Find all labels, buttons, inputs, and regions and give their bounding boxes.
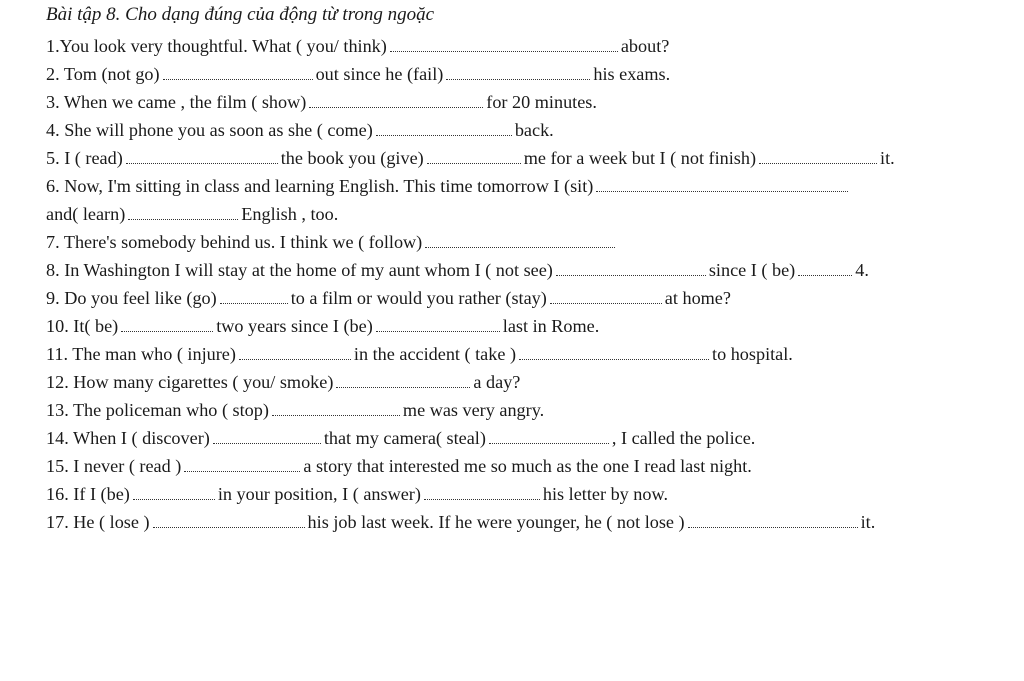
answer-blank[interactable] (213, 428, 321, 444)
answer-blank[interactable] (376, 120, 512, 136)
item-text: 9. Do you feel like (go) (46, 288, 217, 308)
exercise-item-5 (46, 145, 895, 171)
item-text: 16. If I (be) (46, 484, 130, 504)
item-text: since I ( be) (708, 260, 796, 280)
item-text: a day? (473, 372, 521, 392)
item-text: and( learn) (46, 204, 126, 224)
item-text: 13. The policeman who ( stop) (46, 400, 269, 420)
answer-blank[interactable] (133, 484, 215, 500)
exercise-item-1 (46, 33, 669, 59)
answer-blank[interactable] (153, 512, 305, 528)
item-text: 4. She will phone you as soon as she ( come) (46, 120, 373, 140)
item-text: 6. Now, I'm sitting in class and learning English. This time tomorrow I (sit) (46, 176, 594, 196)
item-text: for 20 minutes. (486, 92, 597, 112)
exercise-item-2 (46, 61, 670, 87)
exercise-item-6-continued (46, 201, 338, 227)
answer-blank[interactable] (163, 64, 313, 80)
exercise-item-4 (46, 117, 554, 143)
item-text: me for a week but I ( not finish) (523, 148, 757, 168)
exercise-item-7 (46, 229, 618, 255)
answer-blank[interactable] (336, 372, 470, 388)
item-text: his letter by now. (542, 484, 668, 504)
exercise-item-9 (46, 285, 731, 311)
item-text: about? (620, 36, 670, 56)
answer-blank[interactable] (184, 456, 300, 472)
item-text: it. (880, 148, 895, 168)
exercise-item-8 (46, 257, 869, 283)
answer-blank[interactable] (446, 64, 590, 80)
answer-blank[interactable] (424, 484, 540, 500)
exercise-item-3 (46, 89, 597, 115)
answer-blank[interactable] (126, 148, 278, 164)
item-text: in the accident ( take ) (353, 344, 517, 364)
exercise-item-14 (46, 425, 755, 451)
item-text: 3. When we came , the film ( show) (46, 92, 307, 112)
answer-blank[interactable] (519, 344, 709, 360)
exercise-item-10 (46, 313, 599, 339)
item-text: English , too. (241, 204, 339, 224)
item-text: 7. There's somebody behind us. I think we ( follow) (46, 232, 423, 252)
item-text: last in Rome. (502, 316, 600, 336)
item-text: me was very angry. (402, 400, 545, 420)
item-text: 5. I ( read) (46, 148, 123, 168)
answer-blank[interactable] (390, 36, 618, 52)
answer-blank[interactable] (688, 512, 858, 528)
item-text: a story that interested me so much as the one I read last night. (303, 456, 752, 476)
exercise-item-11 (46, 341, 793, 367)
answer-blank[interactable] (309, 92, 483, 108)
answer-blank[interactable] (128, 204, 238, 220)
answer-blank[interactable] (239, 344, 351, 360)
exercise-item-6 (46, 173, 851, 199)
answer-blank[interactable] (376, 316, 500, 332)
exercise-item-17 (46, 509, 875, 535)
item-text: 1.You look very thoughtful. What ( you/ think) (46, 36, 387, 56)
exercise-item-13 (46, 397, 544, 423)
item-text: it. (860, 512, 876, 532)
item-text: out since he (fail) (315, 64, 444, 84)
item-text: to a film or would you rather (stay) (290, 288, 547, 308)
item-text: at home? (664, 288, 731, 308)
answer-blank[interactable] (556, 260, 706, 276)
item-text: two years since I (be) (216, 316, 373, 336)
item-text: in your position, I ( answer) (217, 484, 421, 504)
answer-blank[interactable] (220, 288, 288, 304)
item-text: , I called the police. (611, 428, 756, 448)
item-text: 12. How many cigarettes ( you/ smoke) (46, 372, 334, 392)
exercise-item-16 (46, 481, 668, 507)
answer-blank[interactable] (272, 400, 400, 416)
answer-blank[interactable] (489, 428, 609, 444)
exercise-item-12 (46, 369, 520, 395)
answer-blank[interactable] (425, 232, 615, 248)
answer-blank[interactable] (798, 260, 852, 276)
exercise-title: Bài tập 8. Cho dạng đúng của động từ trong ngoặc (46, 4, 435, 25)
item-text: back. (514, 120, 554, 140)
answer-blank[interactable] (596, 176, 848, 192)
item-text: 4. (855, 260, 869, 280)
answer-blank[interactable] (121, 316, 213, 332)
answer-blank[interactable] (550, 288, 662, 304)
item-text: 17. He ( lose ) (46, 512, 150, 532)
item-text: 2. Tom (not go) (46, 64, 160, 84)
item-text: his exams. (593, 64, 671, 84)
item-text: 8. In Washington I will stay at the home of my aunt whom I ( not see) (46, 260, 553, 280)
item-text: 11. The man who ( injure) (46, 344, 236, 364)
answer-blank[interactable] (759, 148, 877, 164)
exercise-item-15 (46, 453, 752, 479)
item-text: his job last week. If he were younger, he ( not lose ) (307, 512, 685, 532)
item-text: 10. It( be) (46, 316, 119, 336)
item-text: the book you (give) (280, 148, 424, 168)
item-text: 14. When I ( discover) (46, 428, 210, 448)
item-text: to hospital. (712, 344, 793, 364)
answer-blank[interactable] (427, 148, 521, 164)
item-text: 15. I never ( read ) (46, 456, 182, 476)
item-text: that my camera( steal) (323, 428, 486, 448)
